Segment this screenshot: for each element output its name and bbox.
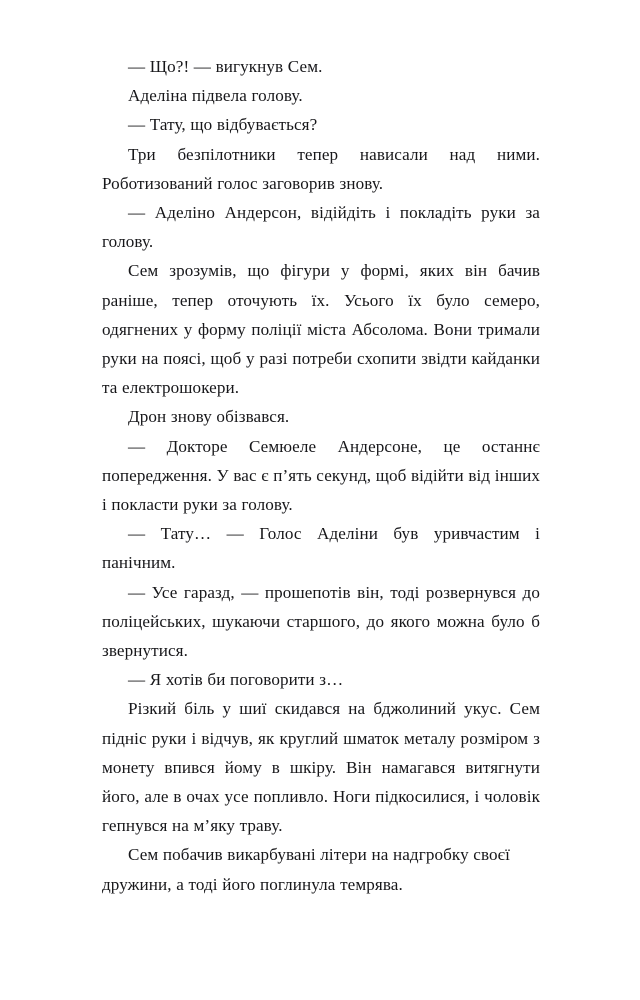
paragraph: — Що?! — вигукнув Сем.: [128, 57, 323, 76]
paragraph: Різкий біль у шиї скидався на бджолиний укус. Сем підніс руки і відчув, як круглий шматок металу розміром з монету впився йому в шкіру. Він намагався витягнути його, але в очах усе попливло. Ноги підкосилися, і чоловік гепнувся на м’яку траву.: [102, 699, 540, 836]
paragraph: — Тату… — Голос Аделіни був уривчастим і панічним.: [102, 524, 540, 573]
paragraph: Сем зрозумів, що фігури у формі, яких він бачив раніше, тепер оточують їх. Усього їх було семеро, одягнених у форму поліції міста Абсолома. Вони тримали руки на поясі, щоб у разі потреби схопити звідти кайданки та електрошокери.: [102, 261, 540, 398]
paragraph: — Докторе Семюеле Андерсоне, це останнє попередження. У вас є п’ять секунд, щоб відійти від інших і покласти руки за голову.: [102, 436, 540, 515]
paragraph: — Аделіно Андерсон, відійдіть і покладіть руки за голову.: [102, 203, 540, 252]
paragraph: Сем побачив викарбувані літери на надгробку своєї дружини, а тоді його поглинула темрява.: [102, 845, 510, 894]
paragraph: — Тату, що відбувається?: [128, 115, 318, 135]
page-text-body: [102, 52, 540, 899]
paragraph: — Я хотів би поговорити з…: [128, 670, 344, 690]
paragraph: Аделіна підвела голову.: [128, 86, 303, 106]
paragraph: Дрон знову обізвався.: [128, 407, 290, 427]
paragraph: Три безпілотники тепер нависали над ними. Роботизований голос заговорив знову.: [102, 144, 540, 193]
paragraph: — Усе гаразд, — прошепотів він, тоді розвернувся до поліцейських, шукаючи старшого, до якого можна було б звернутися.: [102, 582, 540, 661]
